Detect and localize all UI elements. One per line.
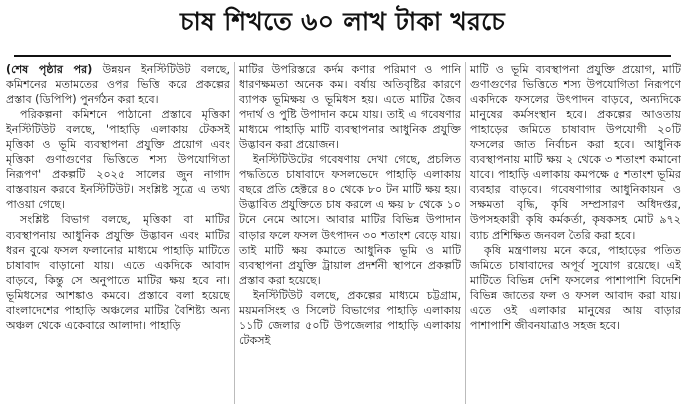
paragraph: ইনস্টিটিউট বলছে, প্রকল্পের মাধ্যমে চট্টগ্রাম, ময়মনসিংহ ও সিলেট বিভাগের পাহাড়ি এলাকায় ১১টি জেলার ৫০টি উপজেলার পাহাড়ি এলাকায় টেকসই (239, 288, 461, 347)
paragraph: মাটি ও ভূমি ব্যবস্থাপনা প্রযুক্তি প্রয়োগ, মাটি গুণাগুণের ভিত্তিতে শস্য উপযোগিতা নিরূপণে একদিকে ফসলের উৎপাদন বাড়বে, অন্যদিকে মানুষের কর্মসংস্থান হবে। প্রকল্পের আওতায় পাহাড়ের জমিতে চাষাবাদ উপযোগী ২০টি ফসলের জাত নির্বাচন করা হবে। আধুনিক ব্যবস্থাপনায় মাটি ক্ষয় ২ থেকে ৩ শতাংশ কমানো যাবে। পাহাড়ি এলাকায় কমপক্ষে ৫ শতাংশ ভূমির ব্যবহার বাড়বে। গবেষণাগার আধুনিকায়ন ও সক্ষমতা বৃদ্ধি, কৃষি সম্প্রসারণ অধিদপ্তর, উপসহকারী কৃষি কর্মকর্তা, কৃষকসহ মোট ৯৭২ ব্যাচ প্রশিক্ষিত জনবল তৈরি করা হবে। (470, 63, 681, 242)
paragraph: কৃষি মন্ত্রণালয় মনে করে, পাহাড়ের পতিত জমিতে চাষাবাদের অপূর্ব সুযোগ রয়েছে। এই মাটিতে বিভিন্ন দেশি ফসলের পাশাপাশি বিদেশি বিভিন্ন জাতের ফল ও ফসল আবাদ করা যায়। এতে ওই এলাকার মানুষের আয় বাড়ার পাশাপাশি জীবনযাত্রাও সহজ হবে। (470, 243, 681, 332)
paragraph: পরিকল্পনা কমিশনে পাঠানো প্রস্তাবে মৃত্তিকা ইনস্টিটিউট বলছে, 'পাহাড়ি এলাকায় টেকসই মৃত্তিকা ও ভূমি ব্যবস্থাপনা প্রযুক্তি প্রয়োগ এবং মৃত্তিকা গুণাগুণের ভিত্তিতে শস্য উপযোগিতা নিরূপণ' প্রকল্পটি ২০২৫ সালের জুন নাগাদ বাস্তবায়ন করবে ইনস্টিটিউট। সংশ্লিষ্ট সূত্রে এ তথ্য পাওয়া গেছে। (6, 108, 230, 212)
paragraph (6, 62, 230, 107)
article-body (6, 62, 681, 404)
headline-rule (14, 55, 671, 57)
paragraph: সংশ্লিষ্ট বিভাগ বলছে, মৃত্তিকা বা মাটির ব্যবস্থাপনায় আধুনিক প্রযুক্তি উদ্ভাবন এবং মাটির ধরন বুঝে ফসল ফলানোর মাধ্যমে পাহাড়ি মাটিতে চাষাবাদ বাড়ানো যায়। এতে একদিকে আবাদ বাড়বে, কিন্তু সে অনুপাতে মাটির ক্ষয় হবে না। ভূমিধসের আশঙ্কাও কমবে। প্রস্তাবে বলা হয়েছে বাংলাদেশের পাহাড়ি অঞ্চলের মাটির বৈশিষ্ট্য অন্য অঞ্চল থেকে একেবারে আলাদা। পাহাড়ি (6, 213, 230, 332)
headline-area (0, 0, 685, 46)
column-2 (234, 62, 461, 404)
column-3 (465, 62, 681, 404)
column-1 (6, 62, 230, 404)
continued-label: (শেষ পৃষ্ঠার পর) (6, 63, 93, 76)
paragraph: মাটির উপরিস্তরে কর্দম কণার পরিমাণ ও পানি ধারণক্ষমতা অনেক কম। বর্ষায় অতিবৃষ্টির কারণে ব্যাপক ভূমিক্ষয় ও ভূমিধস হয়। এতে মাটির জৈব পদার্থ ও পুষ্টি উপাদান কমে যায়। তাই এ গবেষণার মাধ্যমে পাহাড়ি মাটি ব্যবস্থাপনার আধুনিক প্রযুক্তি উদ্ভাবন করা প্রয়োজন। (239, 63, 461, 152)
paragraph: ইনস্টিটিউটের গবেষণায় দেখা গেছে, প্রচলিত পদ্ধতিতে চাষাবাদে ফসলভেদে পাহাড়ি এলাকায় বছরে প্রতি হেক্টরে ৪০ থেকে ৮০ টন মাটি ক্ষয় হয়। উদ্ভাবিত প্রযুক্তিতে চাষ করলে এ ক্ষয় ৮ থেকে ১০ টনে নেমে আসে। আবার মাটির বিভিন্ন উপাদান বাড়ার ফলে ফসল উৎপাদন ৩০ শতাংশ বেড়ে যায়। তাই মাটি ক্ষয় কমাতে আধুনিক ভূমি ও মাটি ব্যবস্থাপনা প্রযুক্তি ট্রায়াল প্রদর্শনী স্থাপনে প্রকল্পটি প্রস্তাব করা হয়েছে। (239, 153, 461, 287)
paragraph-text: উন্নয়ন ইনস্টিটিউট বলছে, কমিশনের মতামতের ওপর ভিত্তি করে প্রকল্পের প্রস্তাব (ডিপিপি) পুনর্গঠন করা হবে। (6, 63, 230, 107)
headline: চাষ শিখতে ৬০ লাখ টাকা খরচে (179, 6, 506, 36)
